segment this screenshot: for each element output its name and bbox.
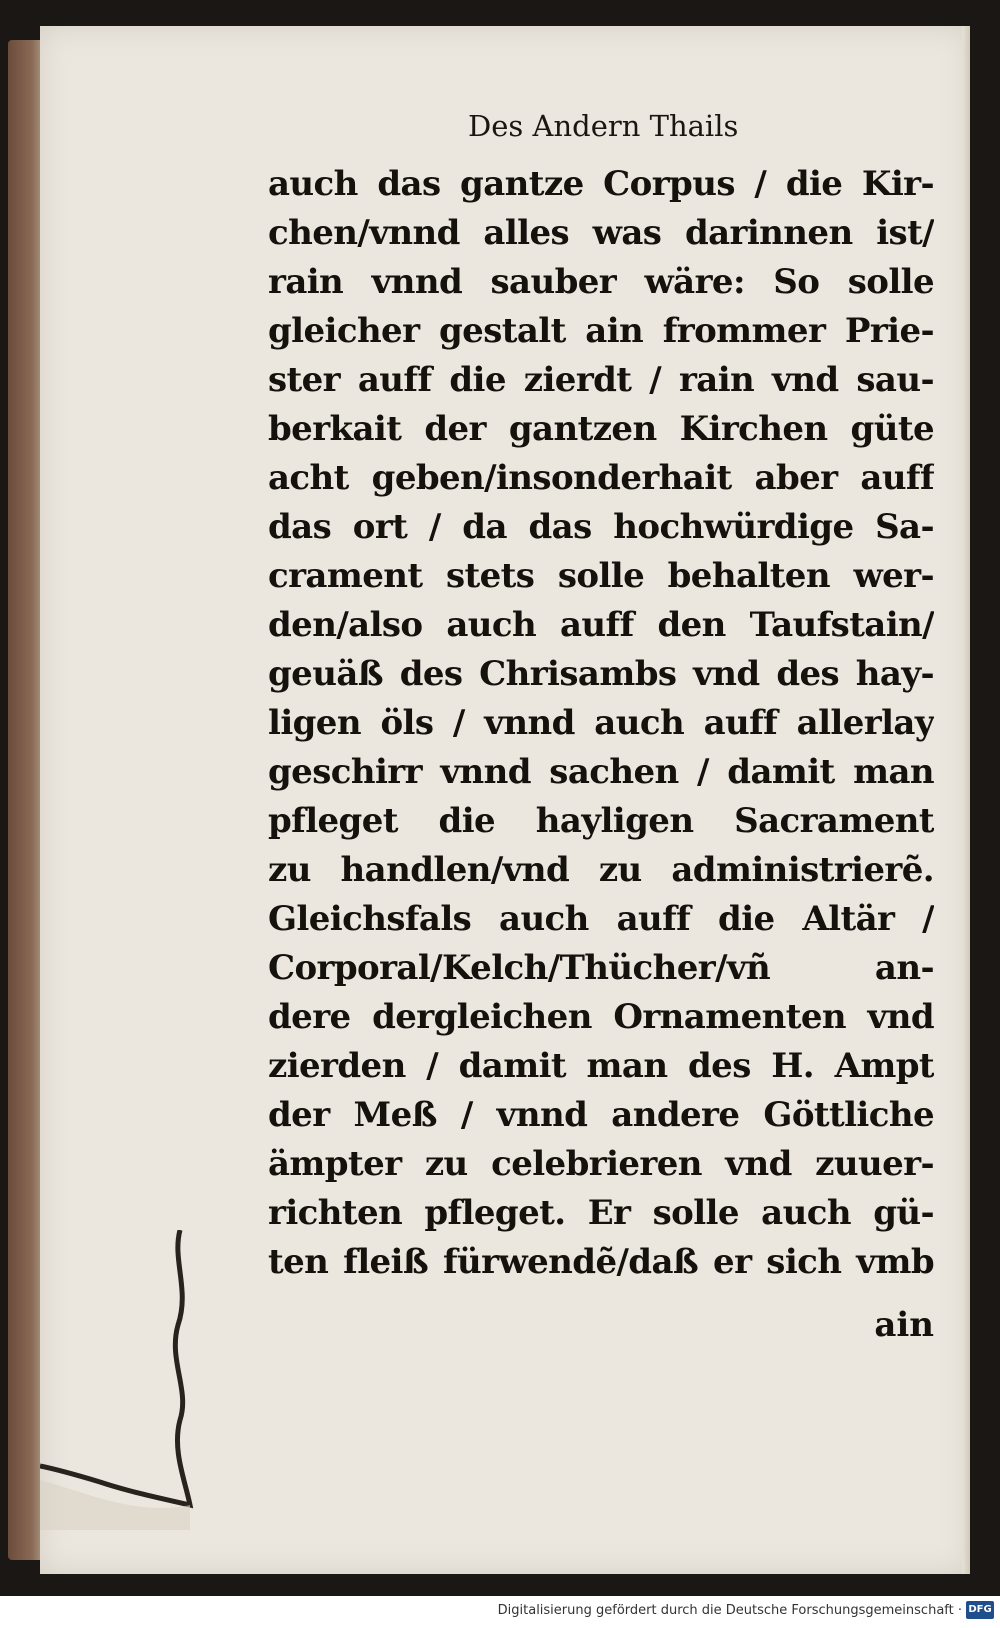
text-line: acht geben/insonderhait aber auff <box>268 458 934 498</box>
text-line: crament stets solle behalten wer- <box>268 556 934 596</box>
dfg-logo-icon: DFG <box>966 1601 994 1619</box>
text-line: pfleget die hayligen Sacrament <box>268 801 934 841</box>
text-line: rain vnnd sauber wäre: So solle <box>268 262 934 302</box>
text-line: ligen öls / vnnd auch auff allerlay <box>268 703 934 743</box>
funding-note: Digitalisierung gefördert durch die Deutsche Forschungsgemeinschaft · <box>497 1603 962 1618</box>
text-line: geuäß des Chrisambs vnd des hay- <box>268 654 934 694</box>
paper-tear <box>40 1230 260 1560</box>
text-line: chen/vnnd alles was darinnen ist/ <box>268 213 934 253</box>
text-line: zierden / damit man des H. Ampt <box>268 1046 934 1086</box>
text-line: Corporal/Kelch/Thücher/vñ an- <box>268 948 934 988</box>
text-block <box>268 160 934 1330</box>
text-line: auch das gantze Corpus / die Kir- <box>268 164 934 204</box>
text-line: gleicher gestalt ain frommer Prie- <box>268 311 934 351</box>
text-line: ämpter zu celebrieren vnd zuuer- <box>268 1144 934 1184</box>
text-line: den/also auch auff den Taufstain/ <box>268 605 934 645</box>
text-line: richten pfleget. Er solle auch gü- <box>268 1193 934 1233</box>
catchword: ain <box>874 1305 934 1345</box>
text-line: berkait der gantzen Kirchen güte <box>268 409 934 449</box>
text-line: ten fleiß fürwendẽ/daß er sich vmb <box>268 1242 934 1282</box>
text-line: Gleichsfals auch auff die Altär / <box>268 899 934 939</box>
tear-edge <box>40 1230 190 1505</box>
text-line: zu handlen/vnd zu administrierẽ. <box>268 850 934 890</box>
text-line: der Meß / vnnd andere Göttliche <box>268 1095 934 1135</box>
text-line: das ort / da das hochwürdige Sa- <box>268 507 934 547</box>
text-line: ster auff die zierdt / rain vnd sau- <box>268 360 934 400</box>
text-line: dere dergleichen Ornamenten vnd <box>268 997 934 1037</box>
text-line: geschirr vnnd sachen / damit man <box>268 752 934 792</box>
running-head: Des Andern Thails <box>468 109 739 143</box>
